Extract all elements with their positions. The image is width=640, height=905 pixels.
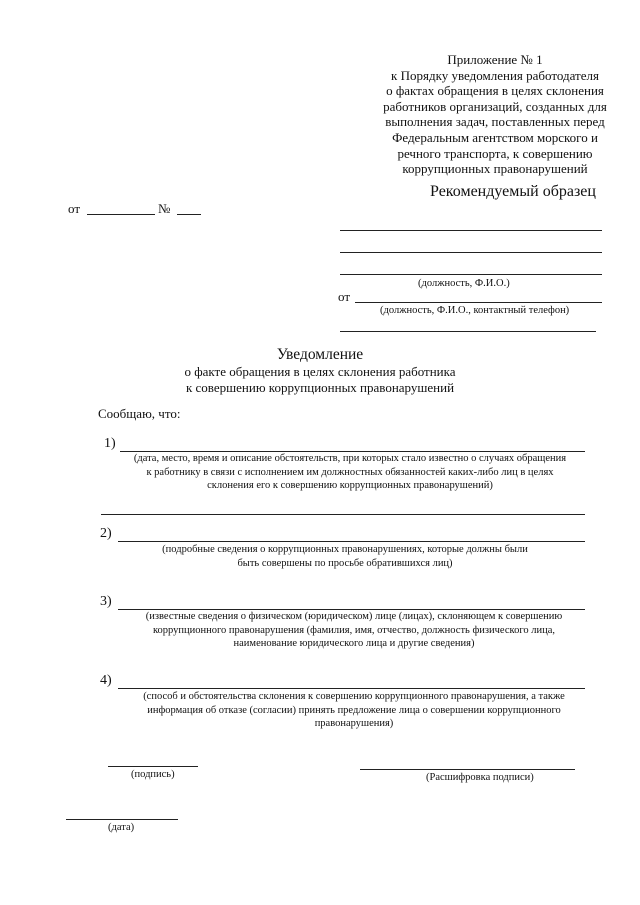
recommended-sample-label: Рекомендуемый образец — [430, 183, 596, 200]
addressee-line-3[interactable] — [340, 274, 602, 275]
date-line[interactable] — [66, 819, 178, 820]
caption-line: правонарушения) — [314, 718, 394, 729]
document-subtitle-2: к совершению коррупционных правонарушений — [185, 380, 455, 395]
signature-caption: (подпись) — [131, 769, 175, 780]
caption-line: коррупционного правонарушения (фамилия, имя, отчество, должность физического лица, — [152, 624, 556, 636]
date-blank-line[interactable] — [87, 214, 155, 215]
item-1-extra-line[interactable] — [101, 514, 585, 515]
appendix-line: коррупционных правонарушений — [402, 161, 588, 177]
item-number: 2) — [100, 526, 112, 541]
position-caption: (должность, Ф.И.О.) — [418, 278, 510, 289]
caption-line: (дата, место, время и описание обстоятельств, при которых стало известно о случаях обращения — [133, 453, 567, 464]
appendix-block — [360, 52, 630, 177]
appendix-line: речного транспорта, к совершению — [397, 145, 593, 161]
date-from-label: от — [68, 201, 81, 216]
signature-line[interactable] — [108, 766, 198, 767]
item-3-caption — [104, 610, 604, 651]
number-blank-line[interactable] — [177, 214, 201, 215]
caption-line: (подробные сведения о коррупционных правонарушениях, которые должны были — [162, 544, 528, 555]
appendix-line: работников организаций, созданных для — [383, 98, 607, 114]
document-subtitle-1: о факте обращения в целях склонения работника — [184, 364, 456, 379]
sender-line-1[interactable] — [355, 302, 602, 303]
number-sign: № — [158, 201, 171, 216]
caption-line: быть совершены по просьбе обратившихся лиц) — [237, 557, 453, 569]
sender-caption: (должность, Ф.И.О., контактный телефон) — [380, 305, 570, 316]
sender-from-label: от — [338, 289, 351, 304]
item-2-line[interactable] — [118, 541, 585, 542]
item-4-caption — [104, 690, 604, 731]
appendix-line: к Порядку уведомления работодателя — [391, 67, 599, 83]
item-2-caption — [95, 543, 595, 570]
addressee-line-1[interactable] — [340, 230, 602, 231]
appendix-line: Федеральным агентством морского и — [392, 129, 598, 145]
caption-line: (способ и обстоятельства склонения к совершению коррупционного правонарушения, а также — [143, 691, 565, 702]
intro-text: Сообщаю, что: — [98, 406, 181, 421]
item-number: 4) — [100, 673, 112, 688]
caption-line: наименование юридического лица и другие сведения) — [233, 638, 475, 649]
appendix-line: Приложение № 1 — [447, 52, 543, 67]
signature-decoding-caption: (Расшифровка подписи) — [426, 772, 534, 783]
item-number: 3) — [100, 594, 112, 609]
document-title: Уведомление — [276, 346, 364, 363]
addressee-line-2[interactable] — [340, 252, 602, 253]
appendix-line: о фактах обращения в целях склонения — [386, 83, 604, 99]
item-number: 1) — [104, 436, 116, 451]
appendix-line: выполнения задач, поставленных перед — [385, 114, 605, 130]
caption-line: информация об отказе (согласии) принять предложение лица о совершении коррупционного — [147, 704, 561, 716]
caption-line: к работнику в связи с исполнением им должностных обязанностей каких-либо лиц в целях — [146, 466, 554, 478]
caption-line: (известные сведения о физическом (юридическом) лице (лицах), склоняющем к совершению — [145, 611, 563, 622]
signature-decoding-line[interactable] — [360, 769, 575, 770]
caption-line: склонения его к совершению коррупционных правонарушений) — [207, 480, 493, 491]
item-4-line[interactable] — [118, 688, 585, 689]
item-1-caption — [100, 452, 600, 493]
date-caption: (дата) — [108, 822, 135, 833]
sender-line-2[interactable] — [340, 331, 596, 332]
